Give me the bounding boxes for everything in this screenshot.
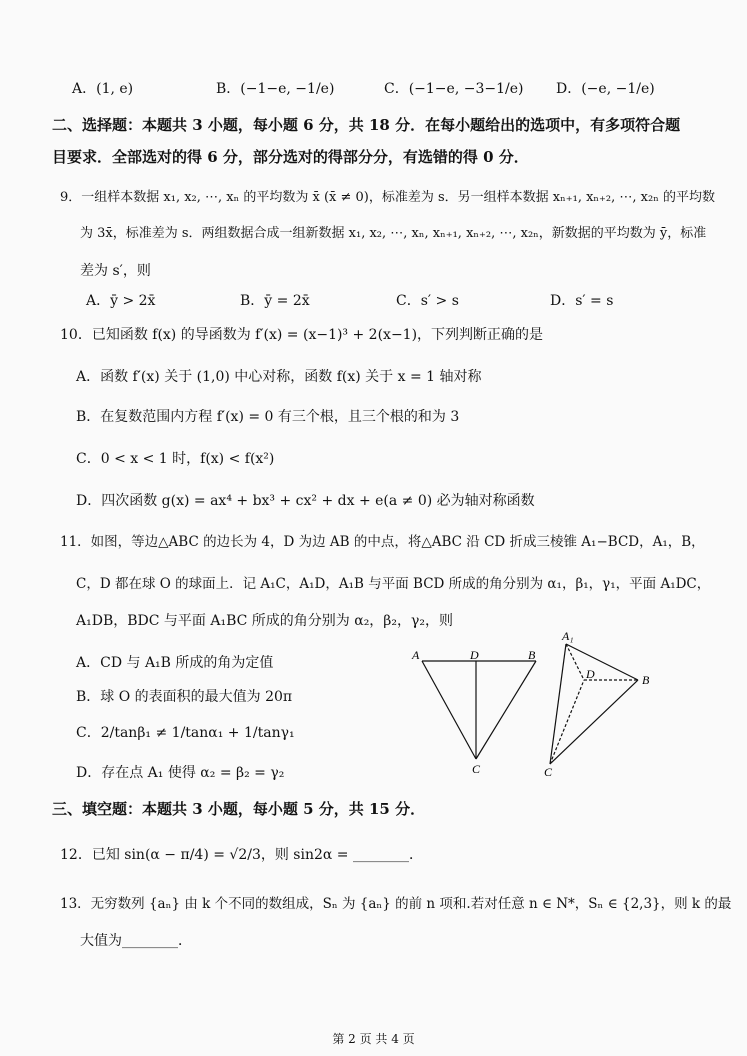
q10-option-a: A．函数 f′(x) 关于 (1,0) 中心对称，函数 f(x) 关于 x = 1 轴对称 <box>76 369 482 385</box>
q8-option-d: D．(−e, −1/e) <box>556 81 655 97</box>
page-footer: 第 2 页 共 4 页 <box>332 1032 415 1046</box>
q8-option-a: A．(1, e) <box>72 81 134 97</box>
label-c: C <box>544 765 553 778</box>
label-b: B <box>642 673 650 687</box>
q9-stem-line2: 为 3x̄，标准差为 s．两组数据合成一组新数据 x₁, x₂, ⋯, xₙ, xₙ₊₁, xₙ₊₂, ⋯, x₂ₙ，新数据的平均数为 ȳ，标准 <box>80 226 707 241</box>
q9-option-b: B．ȳ = 2x̄ <box>240 293 310 309</box>
q11-option-a: A．CD 与 A₁B 所成的角为定值 <box>76 655 274 671</box>
segment-a1d <box>566 644 584 680</box>
label-a1: A₁ <box>562 629 574 643</box>
q10-option-d: D．四次函数 g(x) = ax⁴ + bx³ + cx² + dx + e(a ≠ 0) 必为轴对称函数 <box>76 493 535 509</box>
segment-a1b <box>566 644 638 680</box>
q12-stem: 12．已知 sin(α − π/4) = √2/3，则 sin2α = ________． <box>60 847 423 863</box>
q13-stem-line1: 13．无穷数列 {aₙ} 由 k 个不同的数组成，Sₙ 为 {aₙ} 的前 n 项和.若对任意 n ∈ N*，Sₙ ∈ {2,3}，则 k 的最 <box>60 896 732 912</box>
q11-option-d: D．存在点 A₁ 使得 α₂ = β₂ = γ₂ <box>76 765 285 781</box>
section2-heading-line1: 二、选择题：本题共 3 小题，每小题 6 分，共 18 分．在每小题给出的选项中，有多项符合题 <box>52 116 681 134</box>
segment-cb <box>550 680 638 764</box>
label-c: C <box>472 762 481 775</box>
segment-bc <box>476 661 536 759</box>
q11-option-c: C．2/tanβ₁ ≠ 1/tanα₁ + 1/tanγ₁ <box>76 725 295 741</box>
q11-figure-pyramid <box>540 628 690 778</box>
q8-option-c: C．(−1−e, −3−1/e) <box>384 81 524 97</box>
q11-figure-triangle <box>410 645 550 775</box>
q11-option-b: B．球 O 的表面积的最大值为 20π <box>76 689 293 705</box>
label-d: D <box>470 648 479 662</box>
q8-option-b: B．(−1−e, −1/e) <box>216 81 335 97</box>
label-a: A <box>412 648 420 662</box>
q10-option-c: C．0 < x < 1 时，f(x) < f(x²) <box>76 451 275 467</box>
label-d: D <box>586 667 595 681</box>
q9-option-a: A．ȳ > 2x̄ <box>86 293 156 309</box>
q10-option-b: B．在复数范围内方程 f′(x) = 0 有三个根，且三个根的和为 3 <box>76 409 460 425</box>
q10-stem: 10．已知函数 f(x) 的导函数为 f′(x) = (x−1)³ + 2(x−1)，下列判断正确的是 <box>60 327 544 343</box>
q11-stem-line3: A₁DB，BDC 与平面 A₁BC 所成的角分别为 α₂，β₂，γ₂，则 <box>76 613 453 629</box>
section2-heading-line2: 目要求．全部选对的得 6 分，部分选对的得部分分，有选错的得 0 分． <box>52 148 529 166</box>
q9-option-d: D．s′ = s <box>550 293 614 309</box>
q9-stem-line1: 9．一组样本数据 x₁, x₂, ⋯, xₙ 的平均数为 x̄ (x̄ ≠ 0)，标准差为 s．另一组样本数据 xₙ₊₁, xₙ₊₂, ⋯, x₂ₙ 的平均数 <box>60 190 715 205</box>
q11-stem-line2: C，D 都在球 O 的球面上．记 A₁C，A₁D，A₁B 与平面 BCD 所成的角分别为 α₁，β₁，γ₁，平面 A₁DC， <box>76 576 711 592</box>
q9-stem-line3: 差为 s′，则 <box>80 263 151 279</box>
q13-stem-line2: 大值为________． <box>80 933 192 949</box>
label-b: B <box>528 648 536 662</box>
segment-a1c <box>550 644 566 764</box>
q9-option-c: C．s′ > s <box>396 293 459 309</box>
q11-stem-line1: 11．如图，等边△ABC 的边长为 4，D 为边 AB 的中点，将△ABC 沿 CD 折成三棱锥 A₁−BCD，A₁，B， <box>60 534 705 550</box>
segment-ac <box>422 661 476 759</box>
section3-heading: 三、填空题：本题共 3 小题，每小题 5 分，共 15 分． <box>52 800 426 818</box>
